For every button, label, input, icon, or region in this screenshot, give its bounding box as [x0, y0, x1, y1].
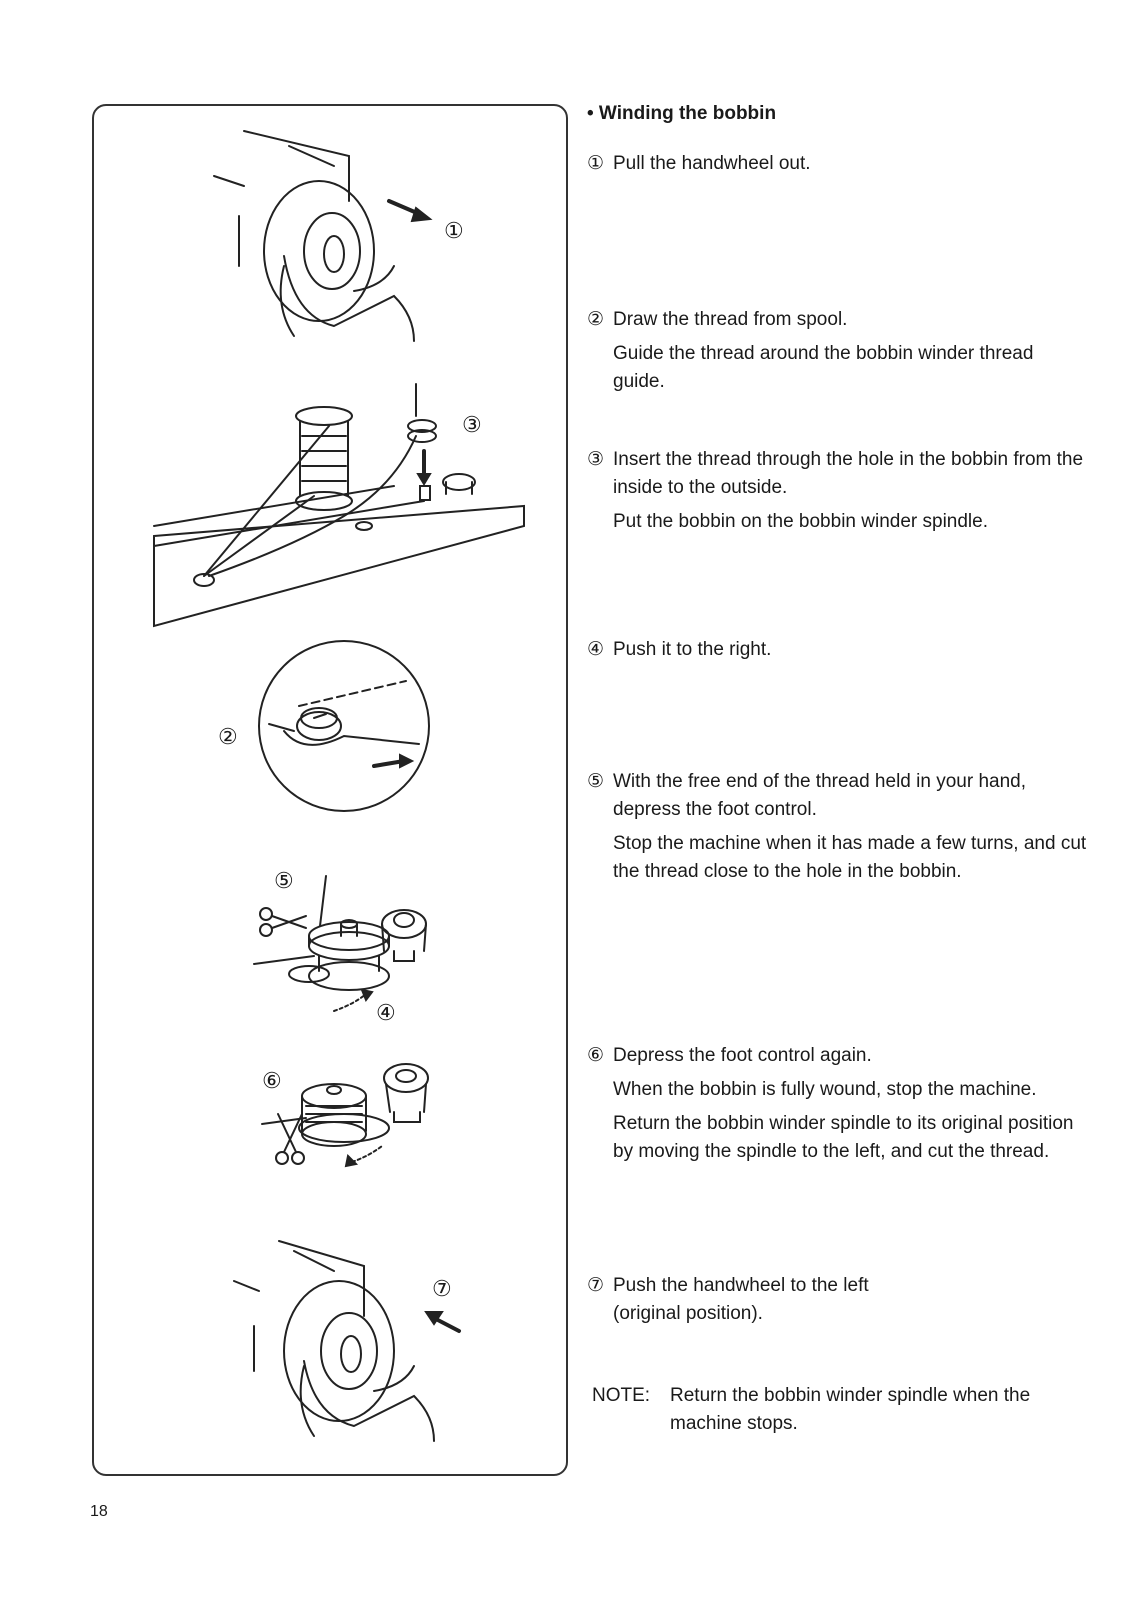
step-number: ① [587, 153, 605, 174]
step-number: ⑤ [587, 771, 605, 792]
step-number: ③ [587, 449, 605, 470]
step-text: Guide the thread around the bobbin winder thread guide. [613, 343, 1034, 392]
figure-label-6: ⑥ [262, 1068, 282, 1093]
step-text: Push the handwheel to the left (original position). [613, 1275, 869, 1324]
note-text: Return the bobbin winder spindle when the machine stops. [670, 1385, 1031, 1434]
step-text: Stop the machine when it has made a few turns, and cut the thread close to the hole in the bobbin. [613, 833, 1087, 882]
figure-label-7: ⑦ [432, 1276, 452, 1301]
figure-label-2: ② [218, 724, 238, 749]
wound-bobbin-figure [262, 1064, 428, 1166]
step-text: Push it to the right. [613, 639, 772, 660]
thread-guide-figure [259, 641, 429, 811]
illustration-panel [92, 104, 568, 1476]
step-text: Depress the foot control again. [613, 1045, 872, 1066]
figure-label-3: ③ [462, 412, 482, 437]
note-label: NOTE: [592, 1385, 651, 1406]
step-text: With the free end of the thread held in your hand, depress the foot control. [613, 771, 1026, 820]
step-text: Return the bobbin winder spindle to its original position by moving the spindle to the left, and cut the thread. [613, 1113, 1074, 1162]
step-2 [587, 306, 1087, 396]
step-3 [587, 446, 1087, 536]
figure-label-4: ④ [376, 1000, 396, 1025]
bobbin-spindle-figure [254, 876, 426, 1011]
figure-label-5: ⑤ [274, 868, 294, 893]
section-heading: • Winding the bobbin [587, 103, 777, 124]
step-6 [587, 1042, 1087, 1166]
step-text: Insert the thread through the hole in the bobbin from the inside to the outside. [613, 449, 1084, 498]
step-text: Draw the thread from spool. [613, 309, 848, 330]
note [592, 1382, 1092, 1438]
step-1 [587, 150, 1087, 178]
step-text: Pull the handwheel out. [613, 153, 811, 174]
page-number: 18 [90, 1503, 108, 1520]
step-4 [587, 636, 1087, 664]
handwheel-push-figure [234, 1241, 459, 1441]
step-7 [587, 1272, 1087, 1328]
step-5 [587, 768, 1087, 886]
step-text: Put the bobbin on the bobbin winder spindle. [613, 511, 988, 532]
illustration-drawings [94, 106, 570, 1478]
step-number: ④ [587, 639, 605, 660]
handwheel-pull-figure [214, 131, 430, 341]
step-number: ⑥ [587, 1045, 605, 1066]
step-number: ⑦ [587, 1275, 605, 1296]
figure-label-1: ① [444, 218, 464, 243]
step-text: When the bobbin is fully wound, stop the machine. [613, 1079, 1037, 1100]
step-number: ② [587, 309, 605, 330]
